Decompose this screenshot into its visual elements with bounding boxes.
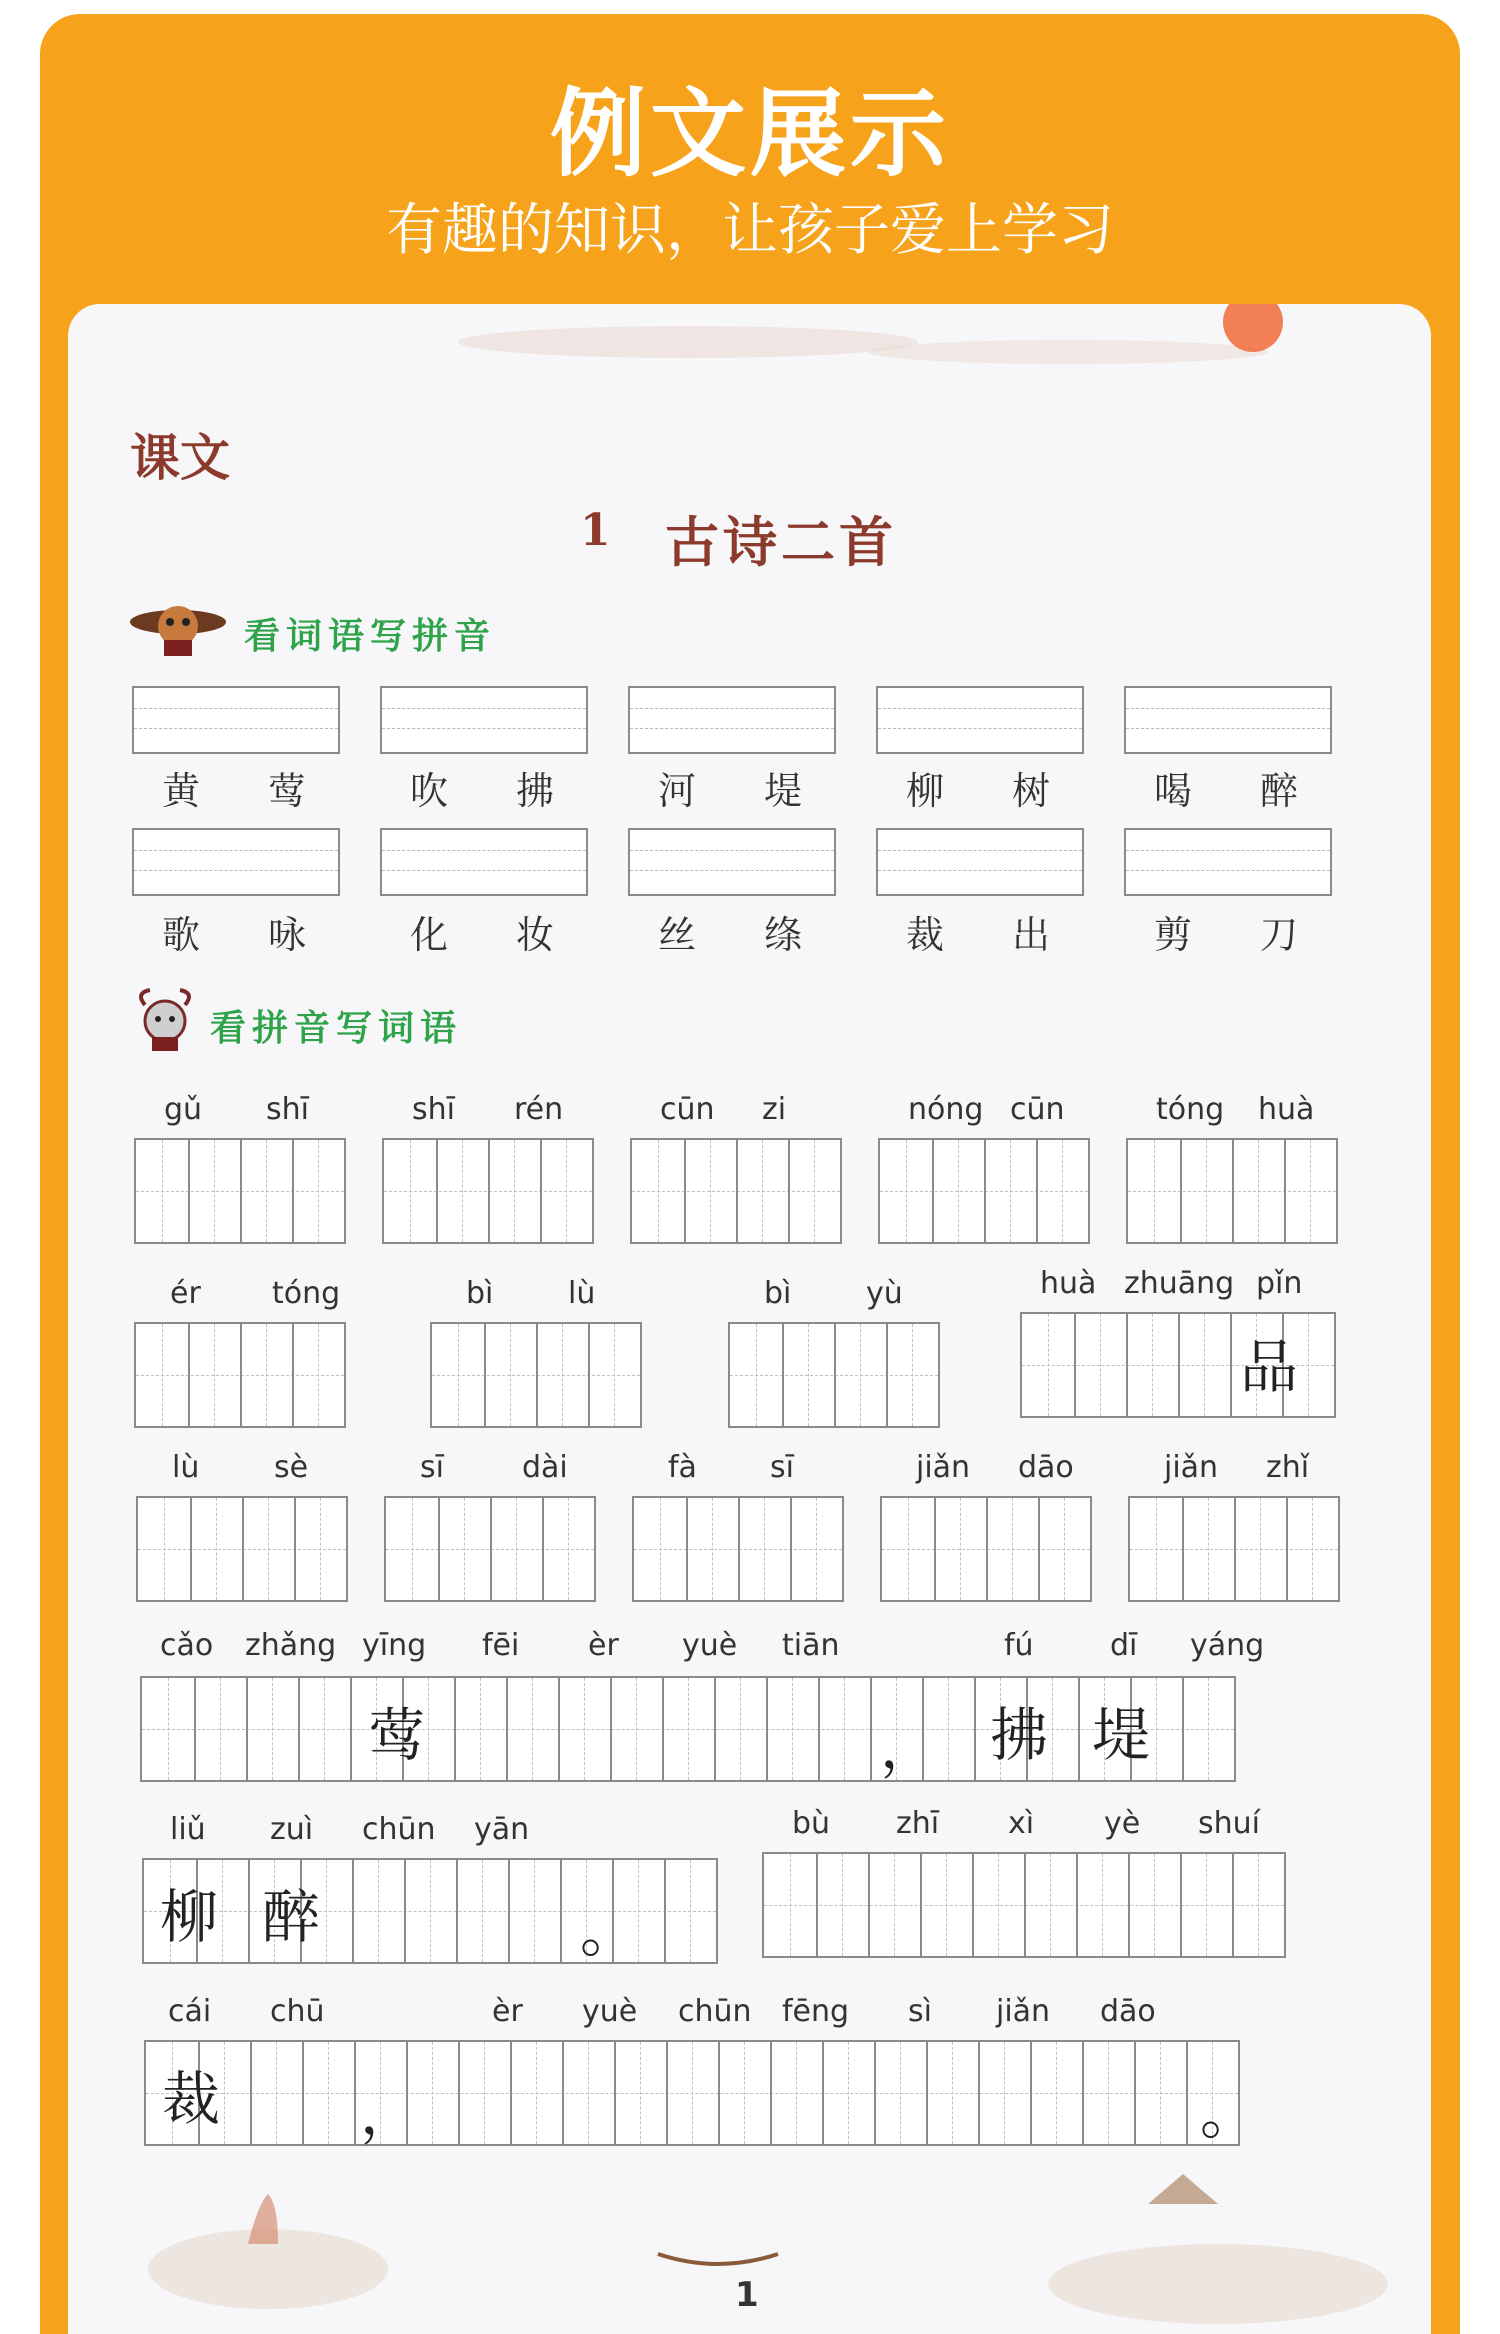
writing-grid[interactable]	[134, 1138, 346, 1244]
writing-grid[interactable]	[880, 1496, 1092, 1602]
pinyin-label: shī	[266, 1092, 309, 1127]
word-char: 吹	[410, 769, 449, 813]
word-char: 咏	[268, 913, 307, 957]
writing-grid[interactable]	[1126, 1138, 1338, 1244]
prefilled-char: 堤	[1092, 1701, 1151, 1769]
cartoon-goat-icon	[130, 985, 200, 1055]
pinyin-label: fà	[668, 1450, 697, 1485]
word-char: 刀	[1260, 913, 1299, 957]
writing-grid[interactable]	[430, 1322, 642, 1428]
pinyin-label: sī	[420, 1450, 444, 1485]
pinyin-label: èr	[492, 1994, 523, 2029]
word-char: 妆	[516, 913, 555, 957]
page-number: 1	[735, 2275, 759, 2315]
prefilled-char: ，	[360, 2079, 419, 2147]
writing-grid[interactable]	[1128, 1496, 1340, 1602]
pinyin-label: fēi	[482, 1628, 520, 1663]
header-title: 例文展示	[550, 78, 950, 190]
word-char: 堤	[764, 769, 803, 813]
pinyin-label: yè	[1104, 1806, 1141, 1841]
pinyin-label: yīng	[362, 1628, 427, 1663]
prefilled-char: 品	[1240, 1333, 1299, 1401]
word-char: 河	[658, 769, 697, 813]
word-char: 喝	[1154, 769, 1193, 813]
hut-icon	[1148, 2174, 1218, 2204]
pinyin-label: dāo	[1100, 1994, 1156, 2029]
pinyin-label: zhǐ	[1266, 1450, 1310, 1485]
header-subtitle: 有趣的知识，让孩子爱上学习	[386, 198, 1114, 263]
section-title-write-pinyin: 看词语写拼音	[244, 616, 497, 657]
prefilled-char: 。	[1200, 2079, 1259, 2147]
pinyin-label: jiǎn	[1164, 1450, 1219, 1485]
pinyin-label: tóng	[1156, 1092, 1225, 1127]
pinyin-label: zhī	[896, 1806, 940, 1841]
pinyin-label: zhǎng	[245, 1628, 337, 1663]
word-char: 绦	[764, 913, 803, 957]
word-char: 醉	[1260, 769, 1299, 813]
pinyin-answer-box[interactable]	[876, 828, 1084, 896]
pinyin-label: huà	[1040, 1266, 1097, 1301]
lotus-icon	[248, 2194, 278, 2244]
pinyin-label: yān	[474, 1812, 530, 1847]
pinyin-label: èr	[588, 1628, 619, 1663]
pinyin-label: sè	[274, 1450, 309, 1485]
pinyin-label: sī	[770, 1450, 794, 1485]
pinyin-label: lù	[172, 1450, 200, 1485]
cartoon-cow-icon	[128, 590, 228, 660]
pinyin-label: zuì	[270, 1812, 314, 1847]
pinyin-label: huà	[1258, 1092, 1315, 1127]
boat-icon	[658, 2254, 778, 2264]
pinyin-label: sì	[908, 1994, 932, 2029]
pinyin-answer-box[interactable]	[1124, 828, 1332, 896]
pinyin-label: zi	[762, 1092, 787, 1127]
writing-grid[interactable]	[134, 1322, 346, 1428]
lesson-title: 古诗二首	[665, 510, 897, 574]
pinyin-label: ér	[170, 1276, 201, 1311]
pinyin-answer-box[interactable]	[628, 686, 836, 754]
pinyin-label: chū	[270, 1994, 325, 2029]
prefilled-char: 。	[580, 1897, 639, 1965]
pinyin-label: fēng	[782, 1994, 850, 2029]
pinyin-label: dī	[1110, 1628, 1138, 1663]
writing-grid[interactable]	[630, 1138, 842, 1244]
pinyin-label: shuí	[1198, 1806, 1260, 1841]
prefilled-char: 柳	[160, 1883, 219, 1951]
word-char: 黄	[162, 769, 201, 813]
word-char: 拂	[516, 769, 555, 813]
word-char: 裁	[906, 913, 945, 957]
lesson-label: 课文	[130, 428, 230, 487]
pinyin-answer-box[interactable]	[876, 686, 1084, 754]
section-title-write-words: 看拼音写词语	[210, 1008, 463, 1049]
pinyin-answer-box[interactable]	[628, 828, 836, 896]
writing-grid[interactable]	[140, 1676, 1236, 1782]
pinyin-label: xì	[1008, 1806, 1035, 1841]
pinyin-label: nóng	[908, 1092, 984, 1127]
word-char: 化	[410, 913, 449, 957]
lesson-number: 1	[580, 505, 611, 556]
word-char: 歌	[162, 913, 201, 957]
pinyin-label: cái	[168, 1994, 212, 2029]
pinyin-answer-box[interactable]	[1124, 686, 1332, 754]
writing-grid[interactable]	[384, 1496, 596, 1602]
pinyin-label: lù	[568, 1276, 596, 1311]
pinyin-label: zhuāng	[1124, 1266, 1235, 1301]
pinyin-answer-box[interactable]	[132, 686, 340, 754]
pinyin-label: rén	[514, 1092, 564, 1127]
pinyin-label: cūn	[1010, 1092, 1065, 1127]
pinyin-label: cūn	[660, 1092, 715, 1127]
prefilled-char: 莺	[368, 1701, 427, 1769]
pinyin-label: tiān	[782, 1628, 840, 1663]
pinyin-label: yù	[866, 1276, 903, 1311]
pinyin-label: pǐn	[1256, 1266, 1303, 1301]
pinyin-label: chūn	[678, 1994, 752, 2029]
writing-grid[interactable]	[632, 1496, 844, 1602]
word-char: 树	[1012, 769, 1051, 813]
pinyin-label: yuè	[682, 1628, 738, 1663]
pinyin-label: yuè	[582, 1994, 638, 2029]
pinyin-label: jiǎn	[916, 1450, 971, 1485]
pinyin-label: fú	[1004, 1628, 1034, 1663]
pinyin-label: gǔ	[164, 1092, 203, 1127]
pinyin-label: dài	[522, 1450, 568, 1485]
word-char: 莺	[268, 769, 307, 813]
writing-grid[interactable]	[136, 1496, 348, 1602]
writing-grid[interactable]	[382, 1138, 594, 1244]
pinyin-label: cǎo	[160, 1628, 214, 1663]
writing-grid[interactable]	[878, 1138, 1090, 1244]
writing-grid[interactable]	[728, 1322, 940, 1428]
word-char: 丝	[658, 913, 697, 957]
writing-grid[interactable]	[762, 1852, 1286, 1958]
pinyin-answer-box[interactable]	[380, 686, 588, 754]
word-char: 出	[1012, 913, 1051, 957]
prefilled-char: 醉	[262, 1883, 321, 1951]
writing-grid[interactable]	[144, 2040, 1240, 2146]
pinyin-label: bì	[466, 1276, 494, 1311]
sun-icon	[1223, 304, 1283, 352]
pinyin-label: bì	[764, 1276, 792, 1311]
prefilled-char: 裁	[162, 2065, 221, 2133]
word-char: 柳	[906, 769, 945, 813]
pinyin-label: jiǎn	[996, 1994, 1051, 2029]
pinyin-label: dāo	[1018, 1450, 1074, 1485]
prefilled-char: ，	[880, 1713, 939, 1781]
prefilled-char: 拂	[990, 1701, 1049, 1769]
pinyin-answer-box[interactable]	[380, 828, 588, 896]
pinyin-label: tóng	[272, 1276, 341, 1311]
pinyin-label: shī	[412, 1092, 455, 1127]
pinyin-label: chūn	[362, 1812, 436, 1847]
pinyin-answer-box[interactable]	[132, 828, 340, 896]
pinyin-label: yáng	[1190, 1628, 1265, 1663]
word-char: 剪	[1154, 913, 1193, 957]
pinyin-label: liǔ	[170, 1812, 206, 1847]
pinyin-label: bù	[792, 1806, 831, 1841]
